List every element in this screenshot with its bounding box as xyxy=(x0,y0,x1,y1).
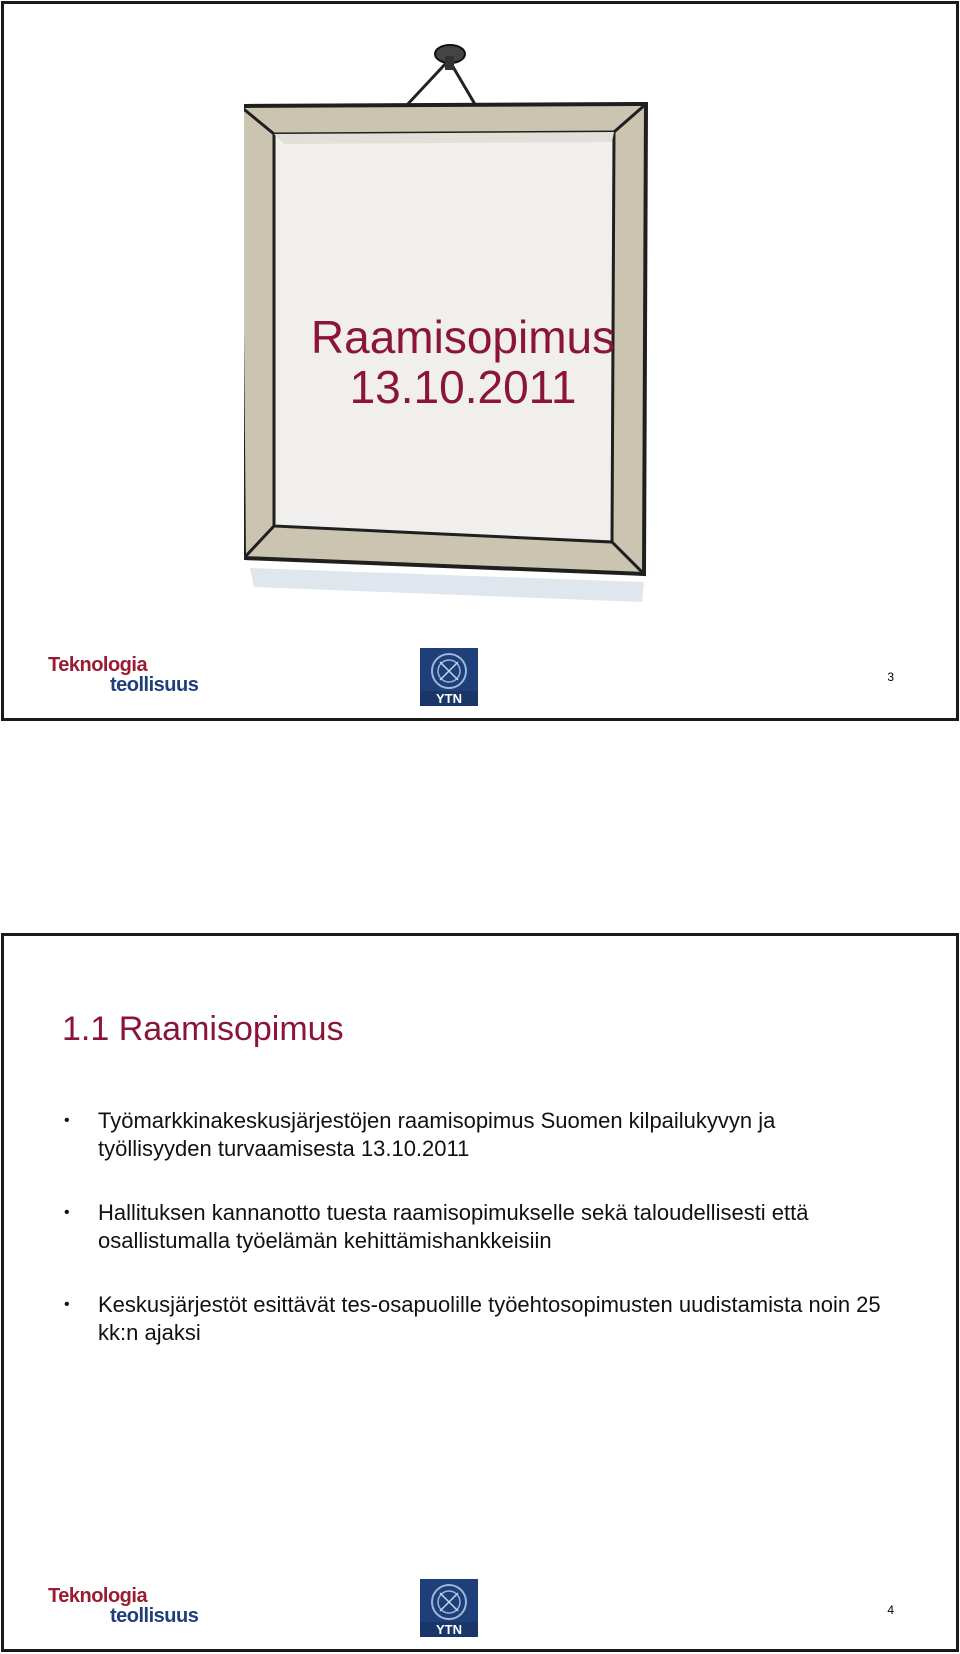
list-item xyxy=(64,1291,894,1347)
bullet-text: Hallituksen kannanotto tuesta raamisopimukselle sekä taloudellisesti että osallistumalla työelämän kehittämishankkeisiin xyxy=(98,1200,809,1253)
bullet-marker: • xyxy=(64,1204,70,1221)
page-number: 3 xyxy=(887,670,894,684)
list-item xyxy=(64,1107,894,1163)
slide-title: Raamisopimus 13.10.2011 xyxy=(310,311,616,413)
slide-1 xyxy=(1,1,959,721)
teknologiateollisuus-logo xyxy=(48,655,198,695)
ytn-crest-icon xyxy=(420,1579,478,1637)
ytn-label: YTN xyxy=(436,1622,462,1637)
bullet-list xyxy=(64,1107,894,1383)
bullet-marker: • xyxy=(64,1296,70,1313)
slide-heading: 1.1 Raamisopimus xyxy=(62,1010,344,1048)
page-number: 4 xyxy=(887,1603,894,1617)
logo-text-line2: teollisuus xyxy=(110,674,199,696)
picture-frame-icon xyxy=(244,42,684,612)
slide-2 xyxy=(1,933,959,1652)
ytn-crest-icon xyxy=(420,648,478,706)
bullet-marker: • xyxy=(64,1112,70,1129)
ytn-label: YTN xyxy=(436,691,462,706)
teknologiateollisuus-logo xyxy=(48,1586,198,1626)
logo-text-line1: Teknologia xyxy=(48,1585,148,1607)
bullet-text: Työmarkkinakeskusjärjestöjen raamisopimus Suomen kilpailukyvyn ja työllisyyden turvaamisesta 13.10.2011 xyxy=(98,1108,776,1161)
list-item xyxy=(64,1199,894,1255)
bullet-text: Keskusjärjestöt esittävät tes-osapuolille työehtosopimusten uudistamista noin 25 kk:n ajaksi xyxy=(98,1292,881,1345)
logo-text-line2: teollisuus xyxy=(110,1605,199,1627)
logo-text-line1: Teknologia xyxy=(48,654,148,676)
